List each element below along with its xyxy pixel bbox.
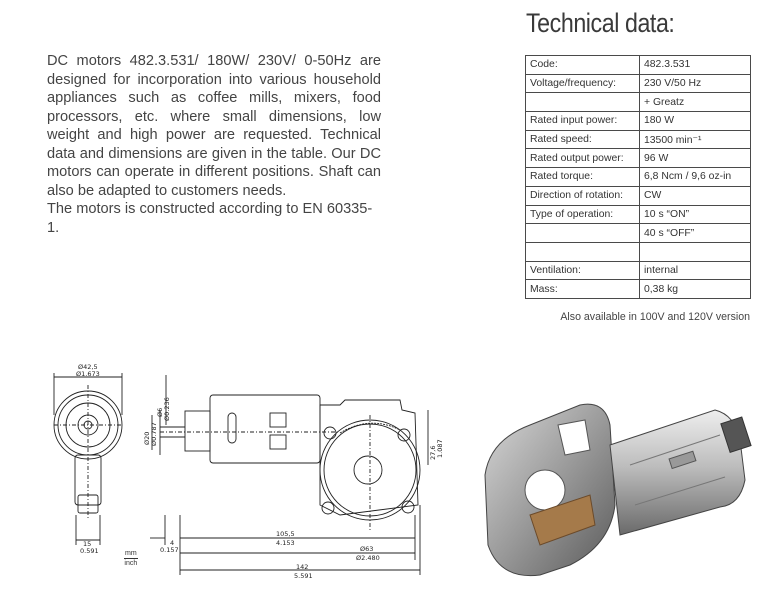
spec-value: 230 V/50 Hz (640, 74, 751, 93)
dim-d6-in: Ø0.236 (163, 397, 171, 421)
spec-row (526, 261, 751, 280)
dim-h27-mm: 27,6 (429, 445, 437, 460)
dim-w105-in: 4.153 (276, 539, 295, 547)
dim-d20-in: Ø0.787 (150, 422, 158, 446)
dim-w105-mm: 105,5 (276, 530, 295, 538)
motor-photo (470, 395, 760, 580)
technical-data-table (525, 55, 751, 299)
spec-value: 0,38 kg (640, 280, 751, 299)
unit-inch: inch (124, 560, 138, 567)
spec-row (526, 56, 751, 75)
spec-label (526, 242, 640, 261)
spec-row (526, 168, 751, 187)
spec-label: Rated torque: (526, 168, 640, 187)
spec-label (526, 93, 640, 112)
spec-value: CW (640, 186, 751, 205)
spec-value: 13500 min⁻¹ (640, 130, 751, 149)
spec-row (526, 186, 751, 205)
spec-value: 96 W (640, 149, 751, 168)
spec-row (526, 242, 751, 261)
spec-label: Voltage/frequency: (526, 74, 640, 93)
availability-note: Also available in 100V and 120V version (560, 311, 750, 323)
dim-w142-mm: 142 (296, 563, 309, 571)
spec-row (526, 205, 751, 224)
spec-label: Rated speed: (526, 130, 640, 149)
dimension-labels (76, 363, 444, 580)
dim-w15-in: 0.591 (80, 547, 99, 555)
spec-value: 180 W (640, 112, 751, 131)
spec-row (526, 112, 751, 131)
spec-row (526, 93, 751, 112)
end-view (54, 373, 122, 545)
spec-row (526, 280, 751, 299)
spec-value: 10 s “ON” (640, 205, 751, 224)
dim-w4-in: 0.157 (160, 546, 179, 554)
spec-label (526, 224, 640, 243)
spec-label: Rated output power: (526, 149, 640, 168)
technical-data-title: Technical data: (526, 8, 675, 38)
unit-mm: mm (125, 550, 137, 557)
spec-row (526, 149, 751, 168)
spec-value (640, 242, 751, 261)
spec-value: 6,8 Ncm / 9,6 oz-in (640, 168, 751, 187)
spec-value: + Greatz (640, 93, 751, 112)
spec-label: Type of operation: (526, 205, 640, 224)
dimension-drawing (40, 355, 444, 587)
spec-row (526, 74, 751, 93)
spec-row (526, 130, 751, 149)
dim-d63-mm: Ø63 (360, 545, 374, 553)
spec-label: Rated input power: (526, 112, 640, 131)
dim-d6-mm: Ø6 (156, 407, 164, 417)
dim-d20-mm: Ø20 (143, 431, 151, 445)
spec-label: Direction of rotation: (526, 186, 640, 205)
spec-value: 482.3.531 (640, 56, 751, 75)
spec-value: internal (640, 261, 751, 280)
description-text (47, 52, 381, 237)
dim-w15-mm: 15 (83, 540, 92, 548)
description-paragraph: DC motors 482.3.531/ 180W/ 230V/ 0-50Hz are designed for incorporation into various household appliances such as coffee mills, mixers, food processors, etc. where small dimensions, low weight and high power are requested. Technical data and dimensions are given in the table. Our DC motors can operate in different positions. Shaft can also be adapted to customers needs. (47, 53, 381, 199)
spec-label: Mass: (526, 280, 640, 299)
dim-d63-in: Ø2.480 (356, 554, 380, 562)
spec-label: Ventilation: (526, 261, 640, 280)
dim-w4-mm: 4 (170, 539, 175, 547)
standard-note: The motors is constructed according to EN 60335-1. (47, 201, 373, 236)
dim-w142-in: 5.591 (294, 572, 313, 580)
dim-outer-mm: Ø42,5 (78, 363, 98, 371)
dim-outer-in: Ø1.673 (76, 370, 100, 378)
dim-h27-in: 1.087 (436, 439, 444, 458)
spec-row (526, 224, 751, 243)
unit-legend (124, 549, 138, 568)
spec-value: 40 s “OFF” (640, 224, 751, 243)
spec-label: Code: (526, 56, 640, 75)
